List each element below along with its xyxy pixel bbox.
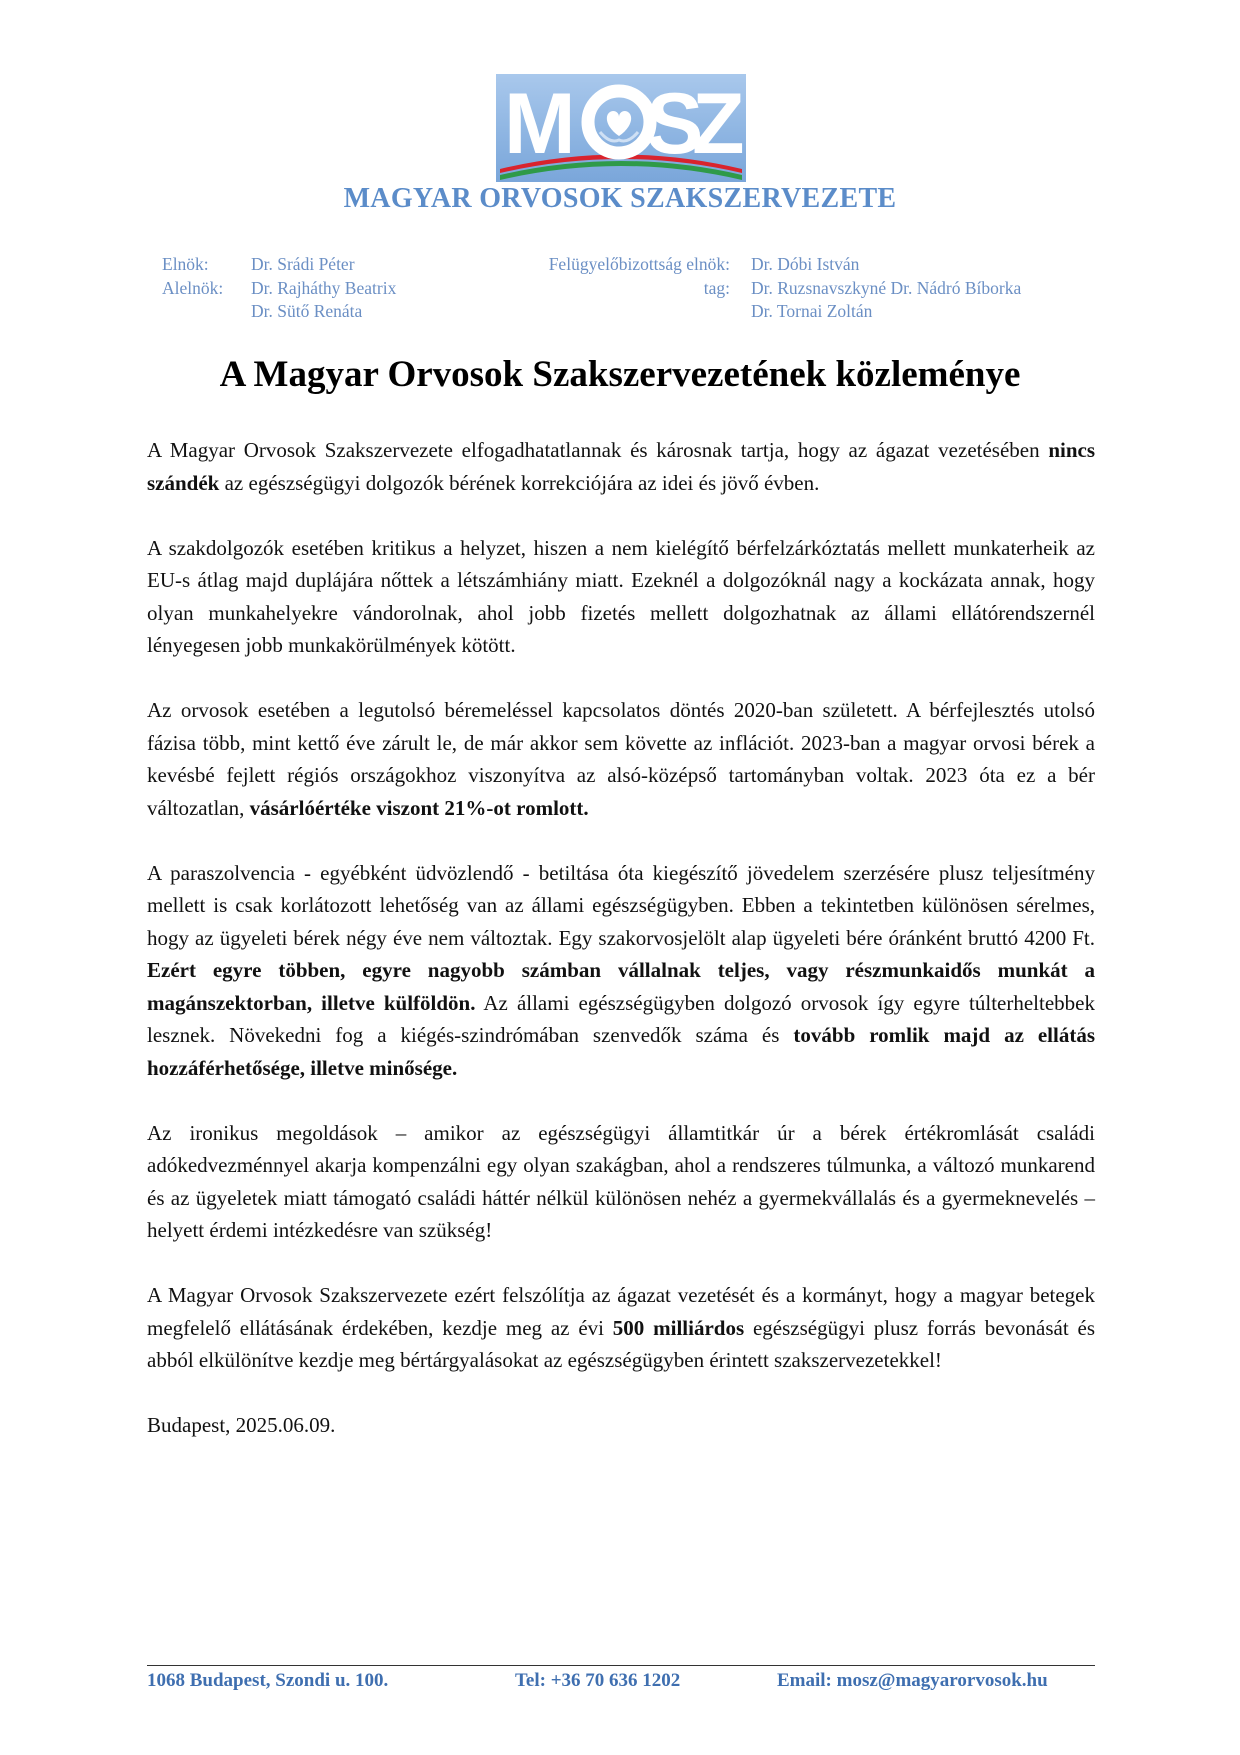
paragraph-4-text: A paraszolvencia - egyébként üdvözlendő - betiltása óta kiegészítő jövedelem szerzésére plusz teljesítmény mellett is csak korlátozott lehetőség van az állami egészségügyben. Ebben a tekintetben különösen sérelmes, hogy az ügyeleti bérek négy éve nem változtak. Egy szakorvosjelölt alap ügyeleti bére óránként bruttó 4200 Ft. (147, 860, 1095, 950)
paragraph-2: A szakdolgozók esetében kritikus a helyzet, hiszen a nem kielégítő bérfelzárkóztatás mellett munkaterheik az EU-s átlag majd duplájára nőttek a létszámhiány miatt. Ezeknél a dolgozóknál nagy a kockázata annak, hogy olyan munkahelyekre vándorolnak, ahol jobb fizetés mellett dolgozhatnak az állami ellátórendszernél lényegesen jobb munkakörülmények kötött. (147, 535, 1095, 657)
paragraph-6-text: A Magyar Orvosok Szakszervezete ezért felszólítja az ágazat vezetését és a kormányt, hogy a magyar betegek megfelelő ellátásának érdekében, kezdje meg az évi (147, 1283, 1095, 1340)
vice-president-name-2: Dr. Sütő Renáta (251, 301, 363, 321)
document-title: A Magyar Orvosok Szakszervezetének közleménye (219, 354, 1021, 395)
board-member-name-2: Dr. Tornai Zoltán (751, 301, 873, 321)
logo-graphic (496, 74, 746, 182)
paragraph-3-bold: vásárlóértéke viszont 21%-ot romlott. (249, 795, 589, 820)
footer-email: Email: mosz@magyarorvosok.hu (777, 1670, 1048, 1691)
logo-letter-m: M (504, 76, 576, 172)
board-member-label: tag: (703, 277, 730, 298)
paragraph-6-bold: 500 milliárdos (612, 1315, 745, 1340)
paragraph-6-text-end: egészségügyi plusz forrás bevonását és abból elkülönítve kezdje meg bértárgyalásokat az egészségügyben érintett szakszervezetekkel! (147, 1315, 1095, 1372)
vice-president-label: Alelnök: (162, 277, 224, 298)
document-body (147, 434, 1095, 1474)
footer-phone: Tel: +36 70 636 1202 (515, 1670, 681, 1691)
president-label: Elnök: (162, 254, 209, 274)
logo-letter-s: S (646, 76, 704, 172)
officer-labels-right (520, 253, 730, 300)
paragraph-1-text: A Magyar Orvosok Szakszervezete elfogadhatatlannak és károsnak tartja, hogy az ágazat vezetésében (147, 438, 1049, 462)
paragraph-1-text-end: az egészségügyi dolgozók bérének korrekciójára az idei és jövő évben. (219, 470, 820, 495)
paragraph-4-bold-end: tovább romlik majd az ellátás hozzáférhetősége, illetve minősége. (147, 1023, 1095, 1080)
officer-labels-left (162, 253, 223, 300)
president-name: Dr. Srádi Péter (251, 254, 355, 274)
board-chair-label: Felügyelőbizottság elnök: (548, 254, 730, 274)
vice-president-name-1: Dr. Rajháthy Beatrix (251, 277, 397, 298)
date-line: Budapest, 2025.06.09. (147, 1413, 336, 1437)
organization-name: MAGYAR ORVOSOK SZAKSZERVEZETE (343, 183, 897, 214)
paragraph-1-bold: nincs szándék (147, 438, 1095, 495)
officer-names-right (751, 253, 1021, 324)
board-chair-name: Dr. Dóbi István (751, 254, 860, 274)
footer-address: 1068 Budapest, Szondi u. 100. (147, 1670, 389, 1691)
mosz-logo (496, 74, 746, 182)
heart-icon (607, 111, 631, 136)
paragraph-6 (147, 1279, 1095, 1377)
officer-names-left (251, 253, 396, 324)
paragraph-4-text-mid: Az állami egészségügyben dolgozó orvosok így egyre túlterheltebbek lesznek. Növekedni fog a kiégés-szindrómában szenvedők száma és (147, 990, 1095, 1047)
paragraph-4 (147, 857, 1095, 1085)
paragraph-3-text: Az orvosok esetében a legutolsó béremeléssel kapcsolatos döntés 2020-ban született. A bérfejlesztés utolsó fázisa több, mint kettő éve zárult le, de már akkor sem követte az inflációt. 2023-ban a magyar orvosi bérek a kevésbé fejlett régiós országokhoz viszonyítva az alsó-középső tartományban voltak. 2023 óta ez a bér változatlan, (147, 698, 1095, 820)
paragraph-3 (147, 694, 1095, 824)
paragraph-5: Az ironikus megoldások – amikor az egészségügyi államtitkár úr a bérek értékromlását családi adókedvezménnyel akarja kompenzálni egy olyan szakágban, ahol a rendszeres túlmunka, a változó munkarend és az ügyeletek miatt támogató családi háttér nélkül különösen nehéz a gyermekvállalás és a gyermeknevelés – helyett érdemi intézkedésre van szükség! (147, 1120, 1095, 1242)
logo-letter-z: Z (692, 76, 745, 172)
paragraph-4-bold: Ezért egyre többen, egyre nagyobb számban vállalnak teljes, vagy részmunkaidős munkát a magánszektorban, illetve külföldön. (147, 958, 1095, 1015)
footer-divider (147, 1665, 1095, 1666)
paragraph-1 (147, 434, 1095, 499)
board-member-name-1: Dr. Ruzsnavszkyné Dr. Nádró Bíborka (751, 277, 1022, 298)
